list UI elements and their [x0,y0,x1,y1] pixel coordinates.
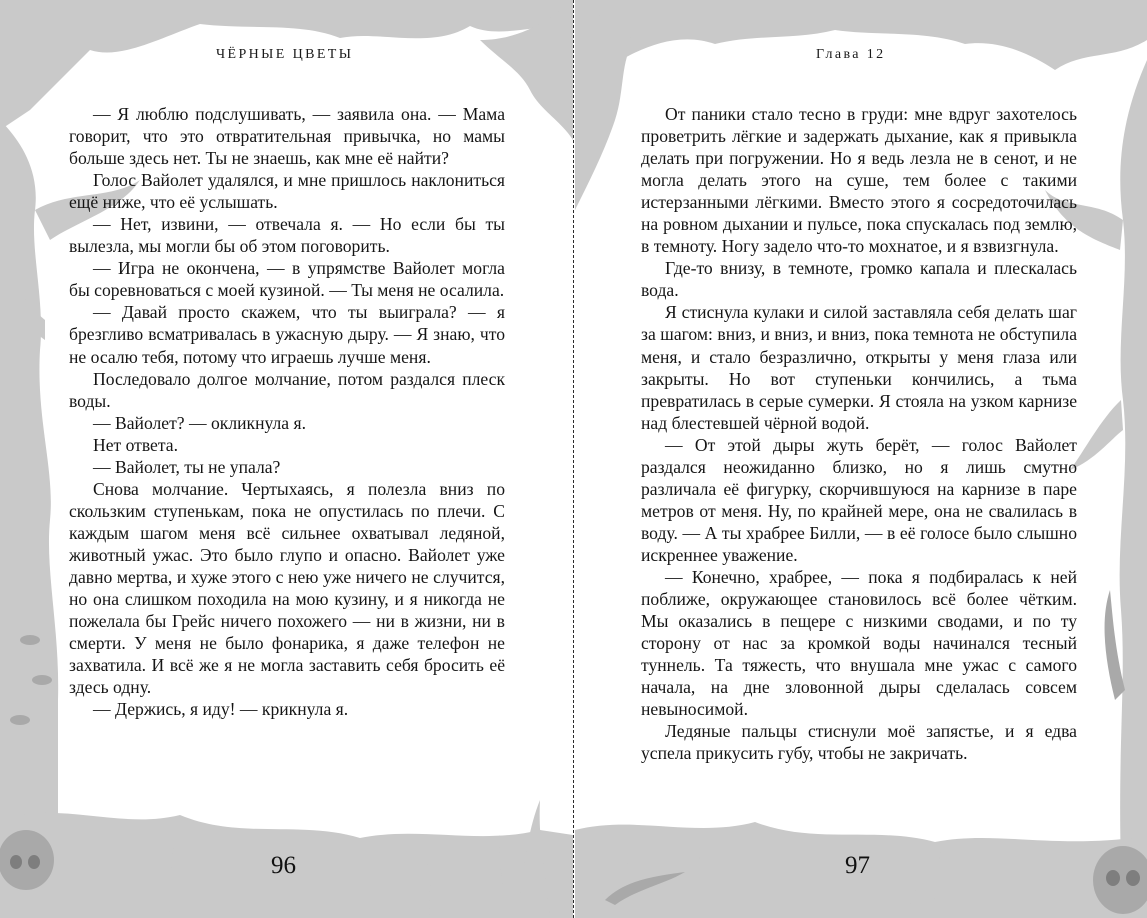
page-gutter [573,0,574,918]
paragraph: Где-то внизу, в темноте, громко капала и плескалась вода. [641,258,1077,301]
paragraph: Ледяные пальцы стиснули моё запястье, и я едва успела прикусить губу, чтобы не закричать. [641,721,1077,764]
right-page [575,0,1147,918]
paragraph: Голос Вайолет удалялся, и мне пришлось наклониться ещё ниже, что её услышать. [69,170,505,213]
running-head-book-title: ЧЁРНЫЕ ЦВЕТЫ [216,47,354,62]
paragraph: — Вайолет? — окликнула я. [93,412,306,433]
paragraph: — Конечно, храбрее, — пока я подбиралась к ней поближе, окружающее становилось всё более чётким. Мы оказались в пещере с низкими сводами, и по ту сторону от нас за кромкой воды начинался тесный туннель. Та тяжесть, что внушала мне ужас с самого начала, на дне зловонной дыры сделалась совсем невыносимой. [641,566,1077,720]
left-page-body [69,103,505,720]
paragraph: — Я люблю подслушивать, — заявила она. — Мама говорит, что это отвратительная привычка, но мамы больше здесь нет. Ты не знаешь, как мне её найти? [69,104,505,169]
paragraph: Последовало долгое молчание, потом раздался плеск воды. [69,368,505,411]
paragraph: — Игра не окончена, — в упрямстве Вайолет могла бы соревноваться с моей кузиной. — Ты меня не осалила. [69,258,505,301]
paragraph: Нет ответа. [93,434,178,455]
paragraph: Снова молчание. Чертыхаясь, я полезла вниз по скользким ступенькам, пока не опустилась по плечи. С каждым шагом меня всё сильнее охватывал ледяной, животный ужас. Это было глупо и опасно. Вайолет уже давно мертва, и хуже этого с нею уже ничего не случится, но она слишком походила на мою кузину, и я никогда не пожелала бы Грейс ничего похожего — ни в жизни, ни в смерти. У меня не было фонарика, я даже телефон не захватила. И всё же я не могла заставить себя бросить её здесь одну. [69,478,505,698]
paragraph: — От этой дыры жуть берёт, — голос Вайолет раздался неожиданно близко, но я лишь смутно различала её фигурку, скорчившуюся на карнизе в паре метров от меня. Ну, по крайней мере, она не свалилась в воду. — А ты храбрее Билли, — в её голосе было слышно искреннее уважение. [641,434,1077,565]
paragraph: — Вайолет, ты не упала? [93,456,281,477]
paragraph: От паники стало тесно в груди: мне вдруг захотелось проветрить лёгкие и задержать дыхание, как я привыкла делать при погружении. Но я ведь лезла не в сенот, и не могла делать этого на суше, тем более с такими истерзанными лёгкими. Вместо этого я сосредоточилась на ровном дыхании и пульсе, пока спускалась под землю, в темноту. Ногу задело что-то мохнатое, и я взвизгнула. [641,104,1077,257]
paragraph: — Держись, я иду! — крикнула я. [93,699,349,720]
paragraph: Я стиснула кулаки и силой заставляла себя делать шаг за шагом: вниз, и вниз, и вниз, пока темнота не обступила меня, и стало безразлично, открыты у меня глаза или закрыты. Но вот ступеньки кончились, а тьма превратилась в серые сумерки. Я стояла на узком карнизе над блестевшей чёрной водой. [641,302,1077,433]
right-page-body [641,103,1077,764]
left-page [0,0,573,918]
page-number-left: 96 [271,852,296,879]
paragraph: — Нет, извини, — отвечала я. — Но если бы ты вылезла, мы могли бы об этом поговорить. [69,214,505,257]
running-head-chapter: Глава 12 [816,47,886,62]
page-number-right: 97 [845,852,870,879]
paragraph: — Давай просто скажем, что ты выиграла? — я брезгливо всматривалась в ужасную дыру. — Я знаю, что не осалю тебя, потому что играешь лучше меня. [69,302,505,367]
